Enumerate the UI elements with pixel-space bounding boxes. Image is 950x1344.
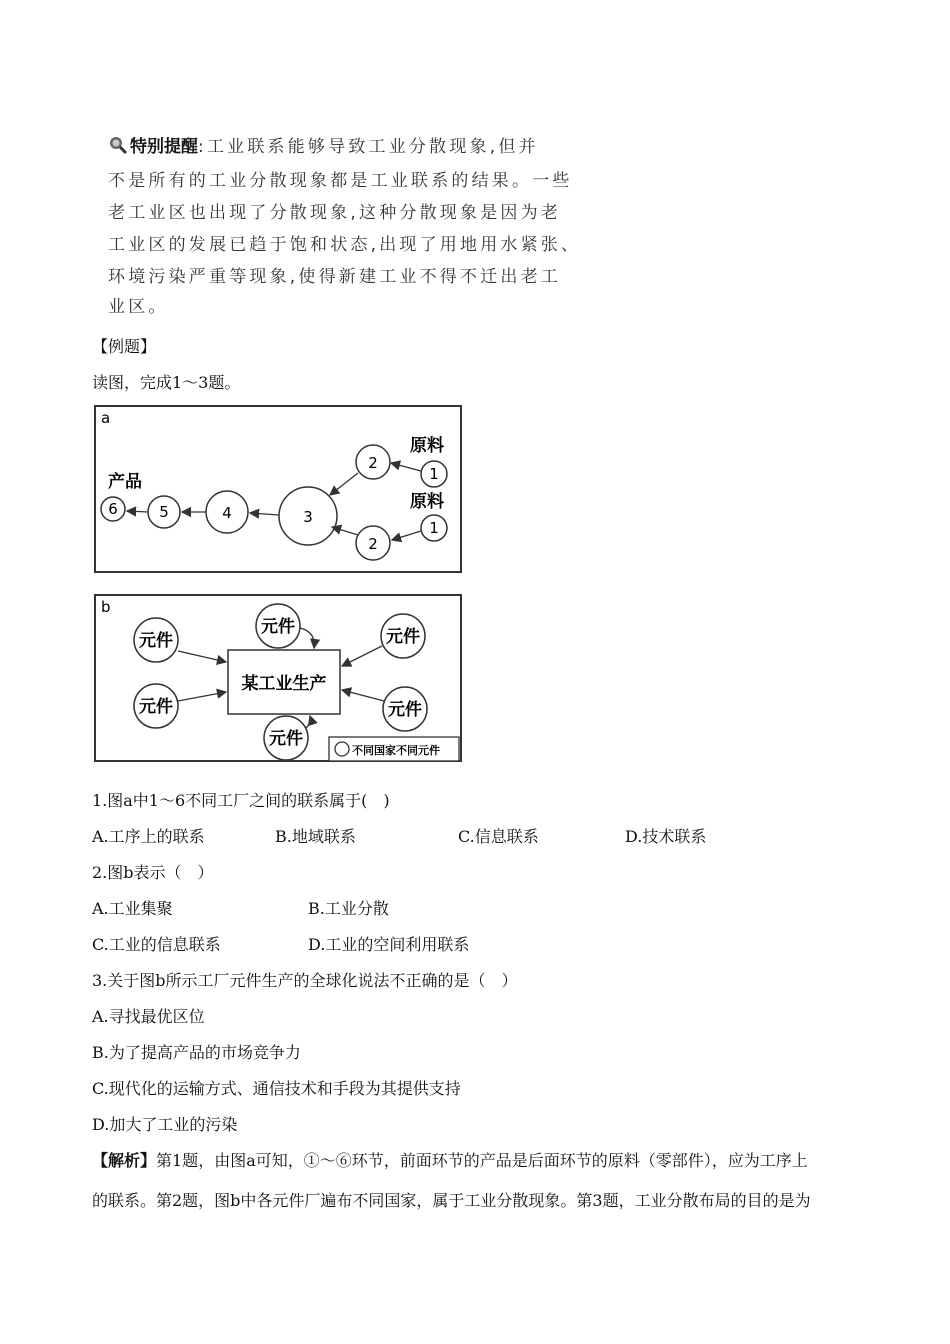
component-label-3: 元件: [386, 627, 420, 647]
node-2-bottom-label: 2: [368, 535, 378, 553]
legend-circle: [335, 742, 349, 756]
note-line-3: 老工业区也出现了分散现象,这种分散现象是因为老: [108, 203, 562, 223]
note-line-1: [108, 132, 539, 160]
instruction: 读图，完成1～3题。: [92, 373, 241, 392]
q1-option-b: B.地域联系: [275, 827, 356, 846]
question-1-stem: 1.图a中1～6不同工厂之间的联系属于( ): [92, 791, 390, 810]
arrow-3-4: [250, 513, 279, 515]
q3-option-d: D.加大了工业的污染: [92, 1115, 238, 1134]
center-label: 某工业生产: [241, 674, 327, 694]
arrow-2top-3: [330, 473, 358, 495]
node-5-label: 5: [159, 503, 169, 521]
arrow-2bottom-3: [332, 527, 358, 535]
analysis-line-2: 的联系。第2题，图b中各元件厂遍布不同国家，属于工业分散现象。第3题，工业分散布局的目的是为: [92, 1191, 811, 1210]
note-text-1: 工业联系能够导致工业分散现象,但并: [206, 137, 539, 157]
note-line-5: 环境污染严重等现象,使得新建工业不得不迁出老工: [108, 267, 562, 287]
node-1-top-label: 1: [429, 465, 439, 483]
q2-option-c: C.工业的信息联系: [92, 935, 221, 954]
q1-option-d: D.技术联系: [625, 827, 707, 846]
q2-option-b: B.工业分散: [308, 899, 389, 918]
arrow-1bottom-2: [392, 531, 421, 540]
arrow-c6: [306, 716, 311, 728]
figure-b: [94, 594, 462, 762]
magnifier-icon: [108, 135, 128, 160]
example-heading: 【例题】: [92, 337, 157, 356]
arrow-c1: [178, 651, 226, 662]
component-label-1: 元件: [139, 631, 173, 651]
analysis-text-1: 第1题，由图a可知，①～⑥环节，前面环节的产品是后面环节的原料（零部件），应为工序上: [156, 1151, 808, 1170]
note-colon: :: [198, 137, 207, 157]
note-line-2: 不是所有的工业分散现象都是工业联系的结果。一些: [108, 171, 573, 191]
analysis-tag: 【解析】: [92, 1151, 157, 1170]
question-2-stem: 2.图b表示（ ）: [92, 863, 214, 882]
arrow-5-6: [127, 511, 148, 512]
node-2-top-label: 2: [368, 454, 378, 472]
note-line-4: 工业区的发展已趋于饱和状态,出现了用地用水紧张、: [108, 235, 582, 255]
component-label-2: 元件: [261, 617, 295, 637]
product-label: 产品: [108, 472, 142, 492]
arrow-c2: [300, 628, 314, 648]
raw-label-bottom: 原料: [410, 492, 444, 512]
q1-option-a: A.工序上的联系: [92, 827, 205, 846]
node-6-label: 6: [108, 500, 118, 518]
figure-a: [94, 405, 462, 573]
q3-option-a: A.寻找最优区位: [92, 1007, 205, 1026]
analysis-line-1: [92, 1148, 808, 1171]
legend-label: 不同国家不同元件: [352, 744, 440, 757]
q2-option-a: A.工业集聚: [92, 899, 173, 918]
node-4-label: 4: [222, 504, 232, 522]
q3-option-b: B.为了提高产品的市场竞争力: [92, 1043, 301, 1062]
arrow-c3: [342, 646, 382, 666]
component-label-6: 元件: [269, 729, 303, 749]
arrow-1top-2: [391, 463, 421, 471]
q3-option-c: C.现代化的运输方式、通信技术和手段为其提供支持: [92, 1079, 461, 1098]
arrow-c5: [342, 690, 384, 701]
figure-a-tag: a: [101, 409, 111, 427]
component-label-5: 元件: [388, 700, 422, 720]
node-1-bottom-label: 1: [429, 519, 439, 537]
question-3-stem: 3.关于图b所示工厂元件生产的全球化说法不正确的是（ ）: [92, 971, 518, 990]
arrow-c4: [178, 692, 226, 701]
q1-option-c: C.信息联系: [458, 827, 539, 846]
component-label-4: 元件: [139, 697, 173, 717]
note-heading: 特别提醒: [130, 137, 198, 157]
figure-b-tag: b: [101, 598, 111, 616]
q2-option-d: D.工业的空间利用联系: [308, 935, 470, 954]
raw-label-top: 原料: [410, 436, 444, 456]
note-line-6: 业区。: [108, 297, 169, 317]
node-3-label: 3: [303, 508, 313, 526]
